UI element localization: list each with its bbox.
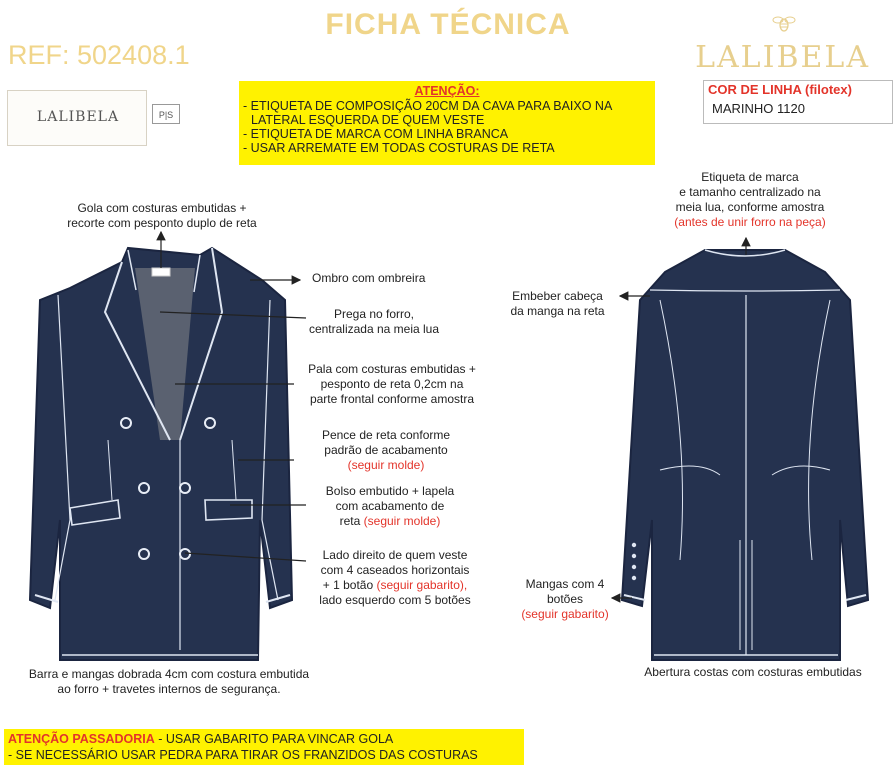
- front-jacket: [30, 248, 292, 660]
- ironing-warning-box: [4, 729, 524, 765]
- warning-heading: ATENÇÃO:: [414, 84, 480, 98]
- footer-text: - USAR GABARITO PARA VINCAR GOLA: [154, 732, 394, 746]
- note-line: recorte com pesponto duplo de reta: [67, 216, 257, 230]
- logo-text: LALIBELA: [36, 109, 120, 125]
- note-line: Etiqueta de marca: [701, 170, 799, 184]
- note-line: Barra e mangas dobrada 4cm com costura embutida: [28, 667, 310, 681]
- note-sleeve-cap: [500, 289, 615, 319]
- note-line: [300, 514, 480, 529]
- note-line: Pala com costuras embutidas +: [308, 362, 476, 376]
- note-buttons: [300, 548, 490, 608]
- note-dart: [296, 428, 476, 473]
- note-text: + 1 botão: [322, 578, 374, 592]
- note-hem: [4, 667, 334, 697]
- note-line: da manga na reta: [510, 304, 605, 318]
- note-line: botões: [546, 592, 584, 606]
- note-line: lado esquerdo com 5 botões: [319, 593, 471, 607]
- footer-line: - SE NECESSÁRIO USAR PEDRA PARA TIRAR OS FRANZIDOS DAS COSTURAS: [8, 748, 478, 762]
- note-line: meia lua, conforme amostra: [675, 200, 825, 214]
- note-pocket: [300, 484, 480, 529]
- note-line-red: (antes de unir forro na peça): [674, 215, 826, 229]
- note-line: Bolso embutido + lapela: [325, 484, 455, 498]
- brand-name: LALIBELA: [695, 40, 870, 75]
- note-line: Prega no forro,: [333, 307, 415, 321]
- note-text: reta: [339, 514, 361, 528]
- thread-color-value: MARINHO 1120: [712, 101, 805, 116]
- note-line: Mangas com 4: [525, 577, 605, 591]
- note-sleeve-buttons: [510, 577, 620, 622]
- note-line: e tamanho centralizado na: [679, 185, 821, 199]
- footer-red: ATENÇÃO PASSADORIA: [8, 732, 155, 746]
- footer-line: [8, 731, 520, 747]
- note-red: (seguir gabarito),: [376, 578, 468, 592]
- note-vent: Abertura costas com costuras embutidas: [644, 665, 862, 679]
- note-line: com acabamento de: [335, 499, 445, 513]
- note-collar: [42, 201, 282, 231]
- note-line: parte frontal conforme amostra: [309, 392, 475, 406]
- thread-color-heading: COR DE LINHA (filotex): [708, 82, 852, 97]
- note-line: centralizada na meia lua: [308, 322, 440, 336]
- note-line: padrão de acabamento: [324, 443, 448, 457]
- reference-code: REF: 502408.1: [8, 40, 190, 70]
- note-pleat: [304, 307, 444, 337]
- note-red: (seguir molde): [363, 514, 441, 528]
- warning-line: - ETIQUETA DE MARCA COM LINHA BRANCA: [243, 127, 509, 141]
- note-shoulder: Ombro com ombreira: [312, 271, 426, 285]
- note-line: Gola com costuras embutidas +: [77, 201, 247, 215]
- warning-line: - ETIQUETA DE COMPOSIÇÃO 20CM DA CAVA PARA BAIXO NA: [243, 99, 613, 113]
- back-jacket: [622, 250, 868, 660]
- note-line: [300, 578, 490, 593]
- note-line-red: (seguir molde): [347, 458, 425, 472]
- warning-line: LATERAL ESQUERDA DE QUEM VESTE: [251, 113, 485, 127]
- note-yoke: [292, 362, 492, 407]
- note-line: pesponto de reta 0,2cm na: [320, 377, 464, 391]
- warning-line: - USAR ARREMATE EM TODAS COSTURAS DE RETA: [243, 141, 555, 155]
- note-line-red: (seguir gabarito): [521, 607, 609, 621]
- note-line: ao forro + travetes internos de segurança.: [57, 682, 281, 696]
- logo-tag: P|S: [152, 104, 180, 124]
- note-line: Lado direito de quem veste: [322, 548, 468, 562]
- note-back-label: [650, 170, 850, 230]
- note-line: com 4 caseados horizontais: [320, 563, 470, 577]
- note-line: Embeber cabeça: [512, 289, 603, 303]
- page-title: FICHA TÉCNICA: [325, 8, 571, 41]
- note-line: Pence de reta conforme: [321, 428, 451, 442]
